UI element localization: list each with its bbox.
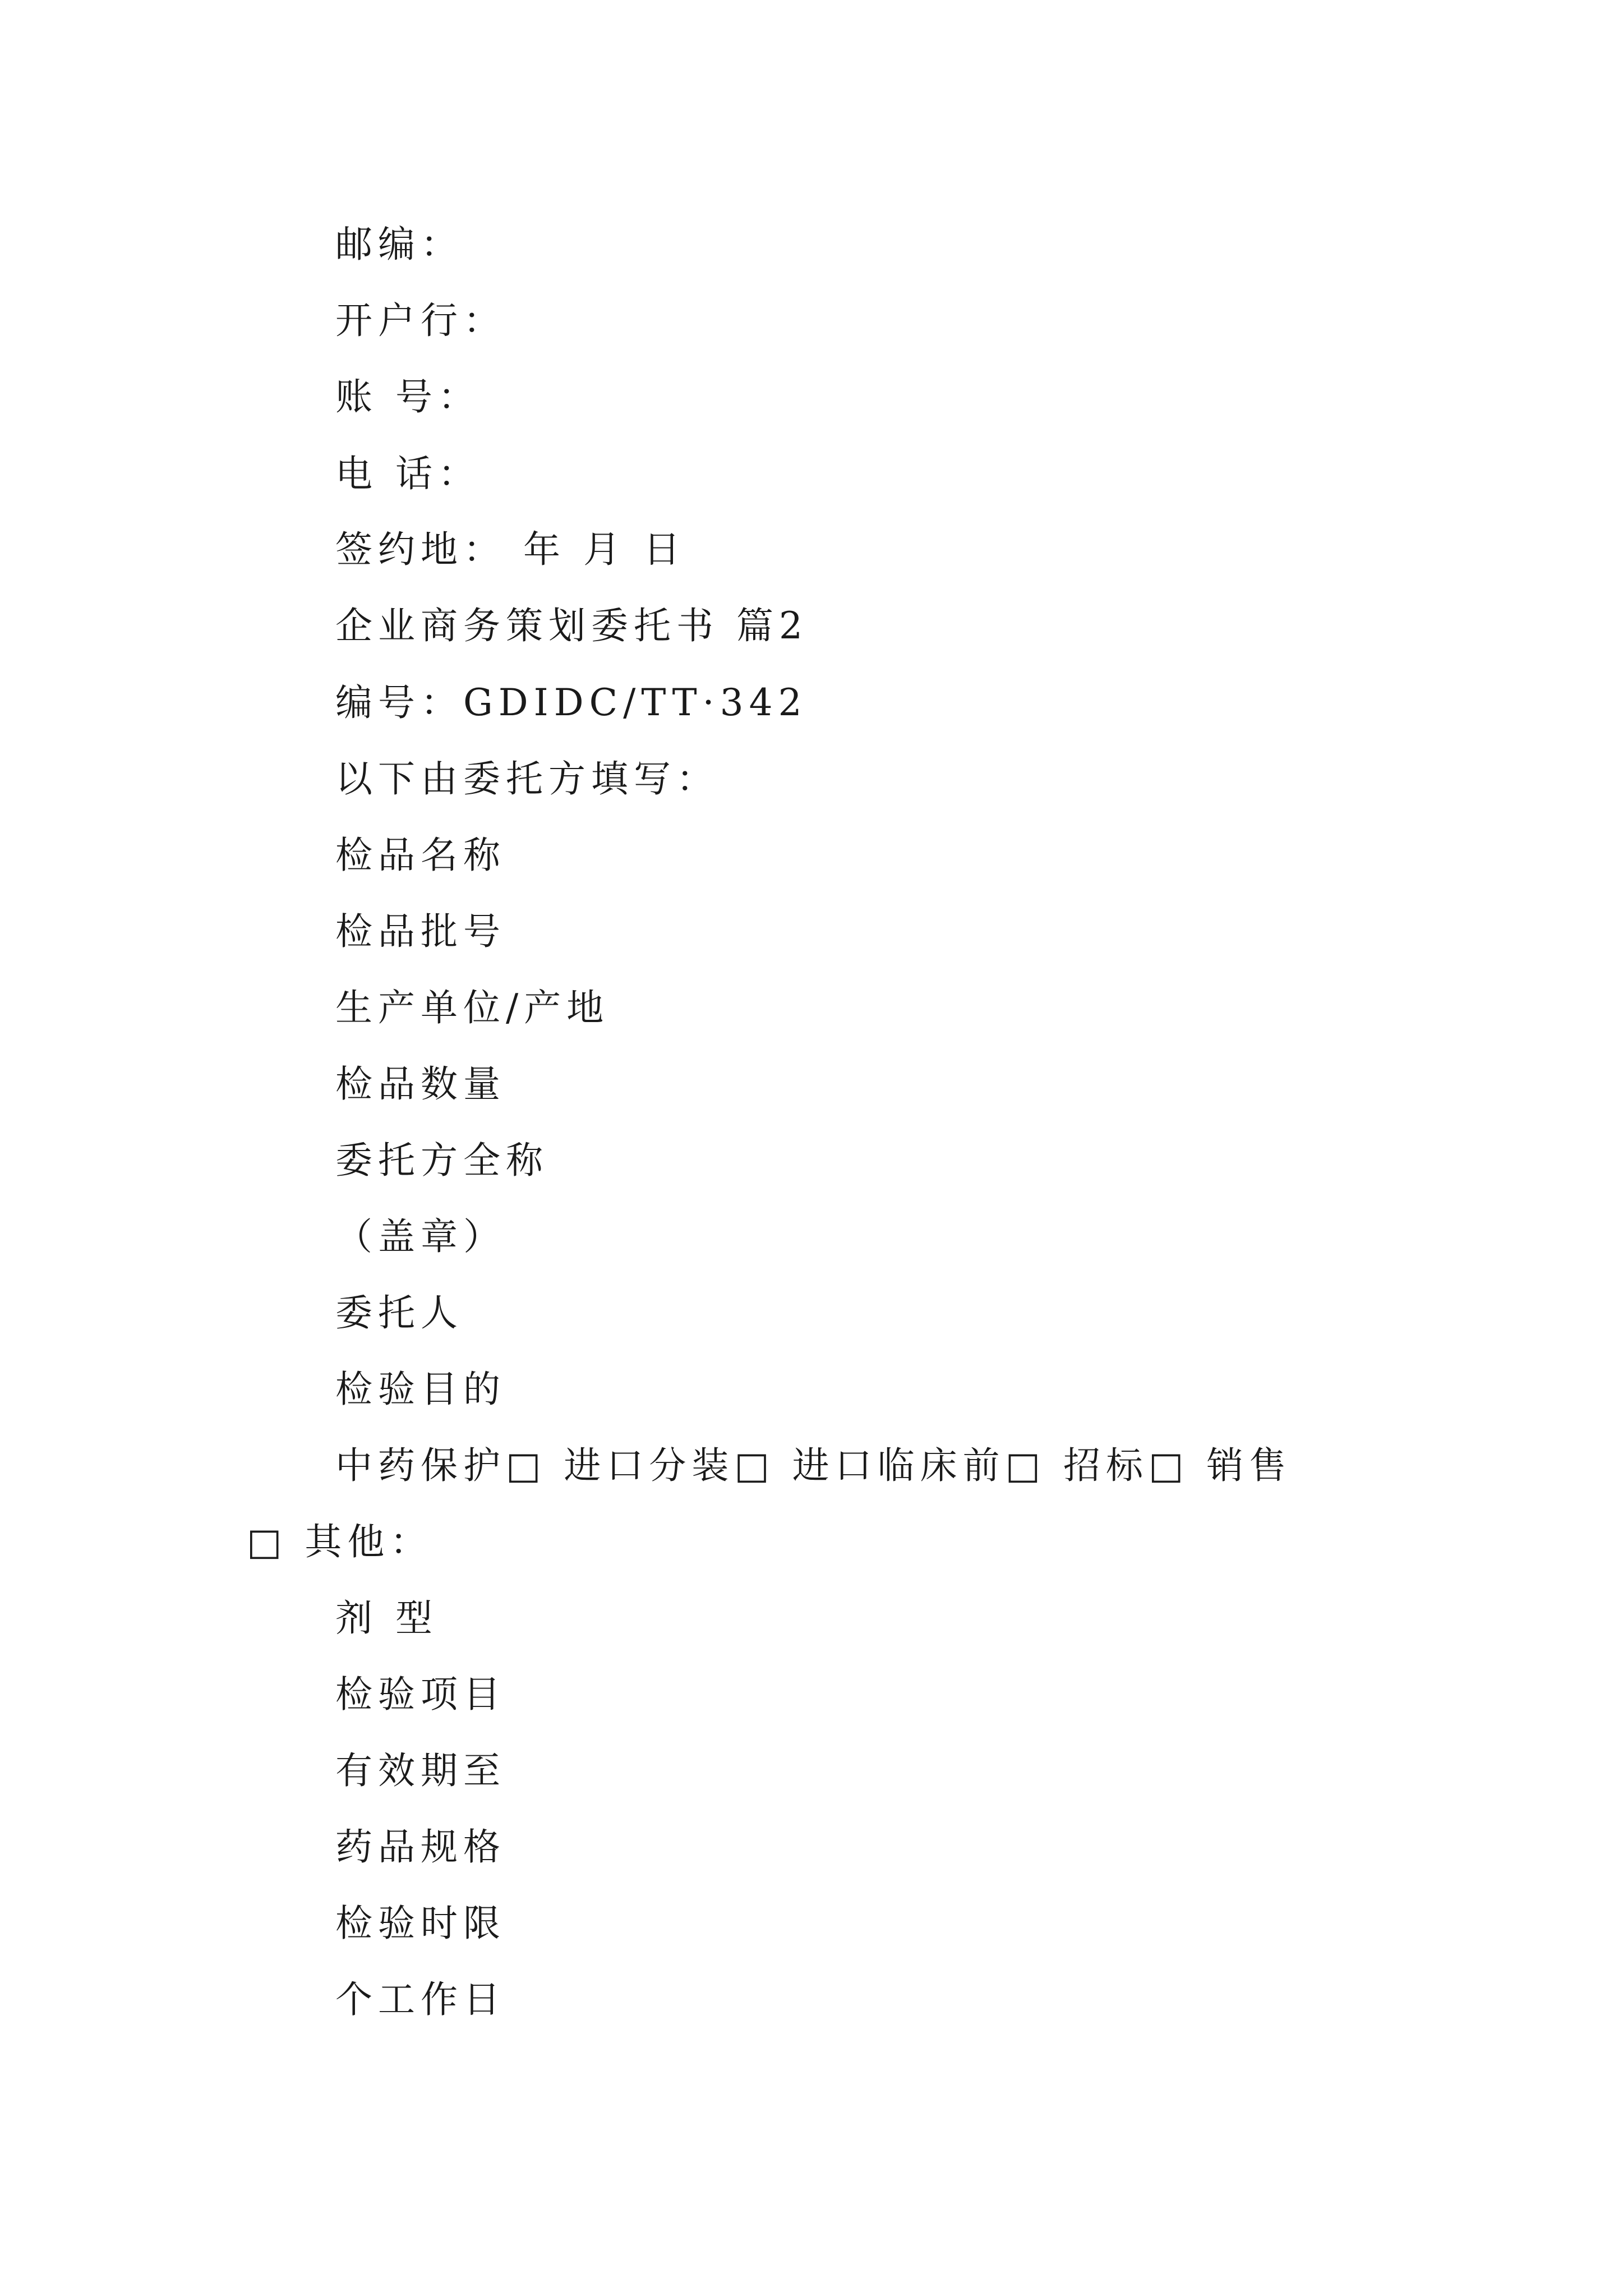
client-full-name-label: 委托方全称 <box>335 1139 548 1182</box>
client-fill-instruction: 以下由委托方填写： <box>335 757 719 800</box>
inspection-time-limit-label: 检验时限 <box>335 1902 506 1945</box>
seal-label: （盖章） <box>335 1215 506 1258</box>
sample-name-label: 检品名称 <box>335 834 506 877</box>
signing-place-date-label: 签约地： 年 月 日 <box>335 528 686 571</box>
sample-quantity-label: 检品数量 <box>335 1062 506 1106</box>
purpose-options-continued: □ 其他： <box>247 1520 433 1563</box>
sample-batch-label: 检品批号 <box>335 910 506 953</box>
manufacturer-label: 生产单位/产地 <box>335 986 610 1029</box>
dosage-form-label: 剂 型 <box>335 1596 438 1640</box>
section-heading: 企业商务策划委托书 篇2 <box>335 604 808 647</box>
postcode-label: 邮编： <box>335 223 463 266</box>
serial-number: 编号：GDIDC/TT·342 <box>335 681 808 724</box>
account-label: 账 号： <box>335 375 481 418</box>
working-days-label: 个工作日 <box>335 1978 506 2021</box>
drug-spec-label: 药品规格 <box>335 1825 506 1869</box>
phone-label: 电 话： <box>335 452 481 495</box>
purpose-options: 中药保护□ 进口分装□ 进口临床前□ 招标□ 销售 <box>335 1444 1292 1487</box>
inspection-items-label: 检验项目 <box>335 1673 506 1716</box>
inspection-purpose-label: 检验目的 <box>335 1368 506 1411</box>
principal-label: 委托人 <box>335 1291 463 1335</box>
bank-label: 开户行： <box>335 299 506 342</box>
expiry-label: 有效期至 <box>335 1749 506 1792</box>
